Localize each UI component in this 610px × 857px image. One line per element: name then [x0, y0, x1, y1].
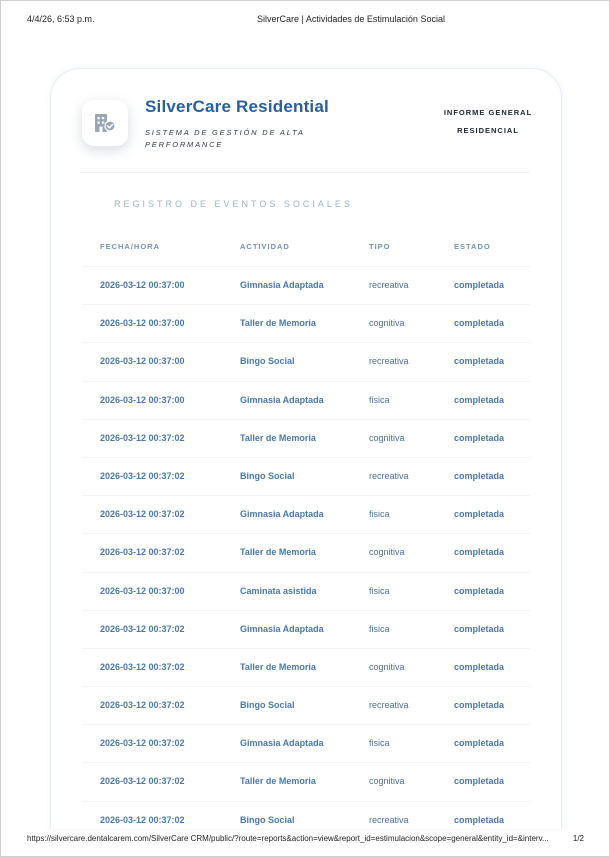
cell-tipo: recreativa	[369, 280, 409, 290]
brand-name: SilverCare Residential	[145, 97, 329, 116]
print-date: 4/4/26, 6:53 p.m.	[27, 14, 95, 24]
cell-tipo: fisica	[369, 509, 390, 520]
cell-fecha: 2026-03-12 00:37:00	[100, 585, 185, 596]
table-row	[82, 686, 530, 724]
table-row	[82, 610, 530, 648]
cell-estado: completada	[454, 318, 505, 329]
column-header-fecha: FECHA/HORA	[100, 242, 160, 251]
cell-actividad: Gimnasia Adaptada	[240, 738, 324, 749]
cell-tipo: recreativa	[369, 470, 409, 481]
cell-actividad: Gimnasia Adaptada	[240, 394, 324, 405]
table-row	[82, 533, 530, 571]
cell-fecha: 2026-03-12 00:37:02	[100, 700, 185, 711]
cell-estado: completada	[454, 356, 505, 367]
cell-tipo: cognitiva	[369, 547, 405, 558]
cell-actividad: Gimnasia Adaptada	[240, 509, 324, 520]
cell-tipo: fisica	[369, 738, 390, 749]
cell-fecha: 2026-03-12 00:37:00	[100, 394, 185, 405]
header-divider	[80, 172, 530, 173]
cell-actividad: Gimnasia Adaptada	[240, 280, 324, 290]
table-row	[82, 762, 530, 800]
cell-tipo: cognitiva	[369, 661, 405, 672]
cell-estado: completada	[454, 280, 505, 290]
cell-actividad: Caminata asistida	[240, 585, 317, 596]
cell-tipo: cognitiva	[369, 432, 405, 443]
page-number: 1/2	[572, 834, 584, 843]
cell-actividad: Gimnasia Adaptada	[240, 623, 324, 634]
cell-fecha: 2026-03-12 00:37:02	[100, 470, 185, 481]
cell-estado: completada	[454, 509, 505, 520]
table-row	[82, 572, 530, 610]
report-label	[430, 104, 546, 140]
cell-actividad: Bingo Social	[240, 356, 295, 367]
events-table	[82, 228, 530, 839]
cell-fecha: 2026-03-12 00:37:02	[100, 814, 185, 825]
cell-actividad: Bingo Social	[240, 814, 295, 825]
cell-estado: completada	[454, 394, 505, 405]
brand-tagline: SISTEMA DE GESTIÓN DE ALTA PERFORMANCE	[145, 128, 305, 149]
cell-estado: completada	[454, 585, 505, 596]
column-header-estado: ESTADO	[454, 242, 491, 251]
table-row	[82, 304, 530, 342]
cell-fecha: 2026-03-12 00:37:02	[100, 623, 185, 634]
column-header-tipo: TIPO	[369, 242, 391, 251]
table-row	[82, 381, 530, 419]
cell-estado: completada	[454, 470, 505, 481]
report-label-line1: INFORME GENERAL	[443, 108, 533, 117]
cell-tipo: recreativa	[369, 700, 409, 711]
cell-estado: completada	[454, 700, 505, 711]
cell-actividad: Taller de Memoria	[240, 547, 316, 558]
cell-actividad: Bingo Social	[240, 470, 295, 481]
print-header	[0, 14, 610, 30]
cell-estado: completada	[454, 623, 505, 634]
table-row	[82, 457, 530, 495]
cell-fecha: 2026-03-12 00:37:02	[100, 738, 185, 749]
print-footer	[27, 834, 584, 848]
cell-fecha: 2026-03-12 00:37:00	[100, 280, 185, 290]
table-header	[82, 228, 530, 266]
cell-tipo: recreativa	[369, 814, 409, 825]
table-row	[82, 342, 530, 380]
cell-tipo: fisica	[369, 585, 390, 596]
cell-estado: completada	[454, 738, 505, 749]
logo	[82, 100, 128, 146]
cell-tipo: fisica	[369, 623, 390, 634]
cell-actividad: Taller de Memoria	[240, 318, 316, 329]
table-row	[82, 419, 530, 457]
cell-estado: completada	[454, 547, 505, 558]
cell-actividad: Taller de Memoria	[240, 432, 316, 443]
cell-fecha: 2026-03-12 00:37:00	[100, 318, 185, 329]
cell-estado: completada	[454, 661, 505, 672]
building-check-icon	[93, 112, 117, 134]
cell-fecha: 2026-03-12 00:37:02	[100, 547, 185, 558]
cell-tipo: recreativa	[369, 356, 409, 367]
table-row	[82, 266, 530, 304]
print-url: https://silvercare.dentalcarem.com/SilverCare CRM/public/?route=reports&action=view&report_id=estimulacion&scope=general&entity_id=&interv...	[27, 834, 549, 843]
cell-fecha: 2026-03-12 00:37:02	[100, 776, 185, 787]
cell-fecha: 2026-03-12 00:37:02	[100, 432, 185, 443]
cell-tipo: cognitiva	[369, 776, 405, 787]
cell-tipo: fisica	[369, 394, 390, 405]
cell-actividad: Taller de Memoria	[240, 661, 316, 672]
section-title: REGISTRO DE EVENTOS SOCIALES	[114, 199, 353, 209]
table-body	[82, 266, 530, 839]
cell-estado: completada	[454, 432, 505, 443]
column-header-actividad: ACTIVIDAD	[240, 242, 290, 251]
cell-fecha: 2026-03-12 00:37:00	[100, 356, 185, 367]
cell-fecha: 2026-03-12 00:37:02	[100, 661, 185, 672]
cell-fecha: 2026-03-12 00:37:02	[100, 509, 185, 520]
cell-estado: completada	[454, 776, 505, 787]
cell-actividad: Bingo Social	[240, 700, 295, 711]
print-page-title: SilverCare | Actividades de Estimulación Social	[257, 14, 445, 24]
table-row	[82, 648, 530, 686]
table-row	[82, 495, 530, 533]
table-row	[82, 724, 530, 762]
cell-tipo: cognitiva	[369, 318, 405, 329]
cell-actividad: Taller de Memoria	[240, 776, 316, 787]
report-label-line2: RESIDENCIAL	[457, 126, 519, 135]
cell-estado: completada	[454, 814, 505, 825]
